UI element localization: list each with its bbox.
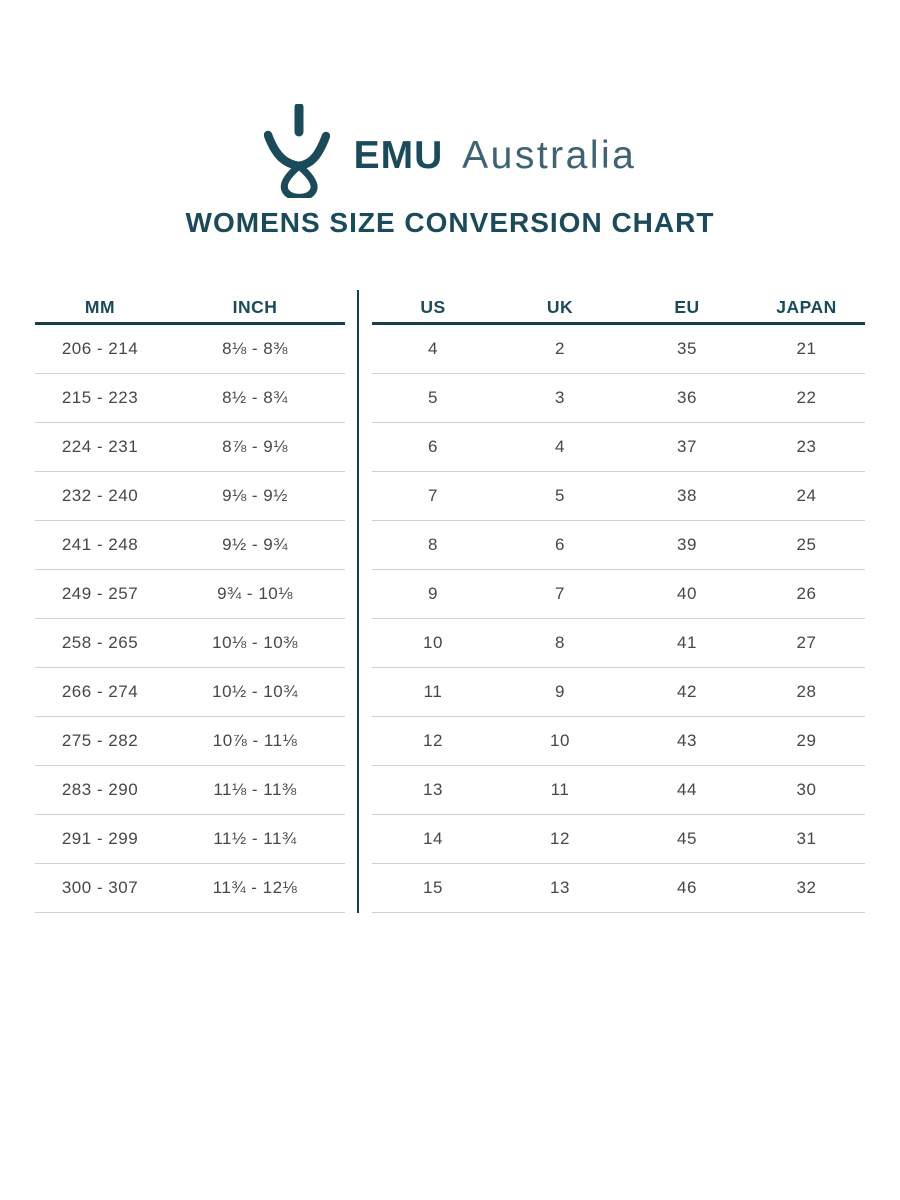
cell-inch: 11⅛ - 11⅜ bbox=[213, 780, 297, 799]
table-row bbox=[372, 325, 865, 374]
cell-japan: 26 bbox=[796, 584, 817, 603]
cell-mm: 249 - 257 bbox=[61, 584, 139, 603]
cell-us: 7 bbox=[428, 486, 438, 505]
header-eu: EU bbox=[674, 296, 700, 317]
emu-track-icon bbox=[264, 104, 330, 198]
table-row bbox=[35, 472, 345, 521]
header-mm: MM bbox=[84, 296, 116, 317]
cell-us: 9 bbox=[428, 584, 438, 603]
cell-us: 11 bbox=[423, 682, 443, 701]
cell-eu: 46 bbox=[677, 878, 697, 897]
brand-name-emu: EMU bbox=[353, 134, 444, 177]
cell-mm: 258 - 265 bbox=[61, 633, 139, 652]
cell-mm: 266 - 274 bbox=[61, 682, 139, 701]
header-uk: UK bbox=[546, 296, 574, 317]
brand-name bbox=[354, 136, 637, 175]
cell-mm: 232 - 240 bbox=[61, 486, 139, 505]
cell-us: 15 bbox=[423, 878, 443, 897]
size-columns-group bbox=[372, 292, 865, 913]
table-row bbox=[35, 374, 345, 423]
table-row bbox=[35, 619, 345, 668]
cell-us: 8 bbox=[428, 535, 438, 554]
cell-eu: 42 bbox=[677, 682, 697, 701]
table-row bbox=[35, 570, 345, 619]
cell-inch: 9⅛ - 9½ bbox=[222, 486, 288, 505]
cell-eu: 41 bbox=[677, 633, 697, 652]
cell-uk: 5 bbox=[555, 486, 565, 505]
cell-japan: 24 bbox=[796, 486, 817, 505]
cell-inch: 8½ - 8¾ bbox=[222, 388, 288, 407]
cell-inch: 11½ - 11¾ bbox=[213, 829, 297, 848]
cell-uk: 11 bbox=[550, 780, 570, 799]
header-inch: INCH bbox=[232, 296, 278, 317]
table-row bbox=[372, 521, 865, 570]
cell-eu: 43 bbox=[677, 731, 697, 750]
cell-us: 4 bbox=[428, 339, 438, 358]
table-row bbox=[372, 717, 865, 766]
cell-uk: 9 bbox=[555, 682, 565, 701]
cell-us: 10 bbox=[423, 633, 443, 652]
cell-japan: 23 bbox=[796, 437, 817, 456]
size-conversion-table bbox=[35, 292, 865, 913]
cell-eu: 36 bbox=[677, 388, 697, 407]
cell-inch: 9¾ - 10⅛ bbox=[217, 584, 293, 603]
brand-logo bbox=[0, 0, 900, 177]
table-body-left bbox=[35, 325, 345, 913]
table-body-right bbox=[372, 325, 865, 913]
table-header-left bbox=[35, 292, 345, 325]
page-title: WOMENS SIZE CONVERSION CHART bbox=[185, 207, 715, 238]
cell-inch: 10½ - 10¾ bbox=[212, 682, 298, 701]
cell-uk: 4 bbox=[555, 437, 565, 456]
table-row bbox=[372, 570, 865, 619]
cell-us: 14 bbox=[423, 829, 443, 848]
cell-uk: 8 bbox=[555, 633, 565, 652]
table-row bbox=[35, 717, 345, 766]
cell-us: 5 bbox=[428, 388, 438, 407]
cell-eu: 45 bbox=[677, 829, 697, 848]
cell-uk: 13 bbox=[550, 878, 570, 897]
cell-japan: 27 bbox=[796, 633, 817, 652]
table-row bbox=[35, 815, 345, 864]
cell-inch: 9½ - 9¾ bbox=[222, 535, 288, 554]
cell-inch: 10⅛ - 10⅜ bbox=[212, 633, 298, 652]
table-header-right bbox=[372, 292, 865, 325]
cell-inch: 8⅞ - 9⅛ bbox=[222, 437, 288, 456]
cell-mm: 215 - 223 bbox=[61, 388, 139, 407]
measurement-columns-group bbox=[35, 292, 345, 913]
cell-uk: 7 bbox=[555, 584, 565, 603]
cell-uk: 3 bbox=[555, 388, 565, 407]
table-row bbox=[372, 374, 865, 423]
table-row bbox=[35, 521, 345, 570]
cell-uk: 10 bbox=[550, 731, 570, 750]
cell-mm: 291 - 299 bbox=[61, 829, 139, 848]
cell-eu: 44 bbox=[677, 780, 697, 799]
table-row bbox=[35, 864, 345, 913]
cell-eu: 39 bbox=[677, 535, 697, 554]
cell-mm: 275 - 282 bbox=[61, 731, 139, 750]
cell-japan: 30 bbox=[796, 780, 817, 799]
cell-inch: 8⅛ - 8⅜ bbox=[222, 339, 288, 358]
table-row bbox=[372, 423, 865, 472]
cell-mm: 224 - 231 bbox=[61, 437, 139, 456]
cell-mm: 206 - 214 bbox=[61, 339, 139, 358]
cell-japan: 22 bbox=[796, 388, 817, 407]
cell-mm: 283 - 290 bbox=[61, 780, 139, 799]
cell-eu: 40 bbox=[677, 584, 697, 603]
cell-us: 12 bbox=[423, 731, 443, 750]
cell-eu: 37 bbox=[677, 437, 697, 456]
table-row bbox=[372, 766, 865, 815]
cell-japan: 31 bbox=[796, 829, 817, 848]
table-row bbox=[35, 668, 345, 717]
table-row bbox=[35, 325, 345, 374]
cell-japan: 25 bbox=[796, 535, 817, 554]
cell-us: 13 bbox=[423, 780, 443, 799]
table-row bbox=[372, 619, 865, 668]
cell-japan: 28 bbox=[796, 682, 817, 701]
cell-uk: 2 bbox=[555, 339, 565, 358]
table-vertical-divider bbox=[357, 290, 359, 913]
cell-inch: 11¾ - 12⅛ bbox=[212, 878, 298, 897]
brand-name-australia: Australia bbox=[462, 134, 637, 177]
cell-japan: 21 bbox=[796, 339, 817, 358]
table-row bbox=[372, 864, 865, 913]
cell-uk: 12 bbox=[550, 829, 570, 848]
cell-mm: 300 - 307 bbox=[61, 878, 139, 897]
cell-uk: 6 bbox=[555, 535, 565, 554]
cell-us: 6 bbox=[428, 437, 438, 456]
cell-eu: 38 bbox=[677, 486, 697, 505]
table-row bbox=[372, 472, 865, 521]
cell-japan: 32 bbox=[796, 878, 817, 897]
cell-japan: 29 bbox=[796, 731, 817, 750]
header-japan: JAPAN bbox=[776, 296, 837, 317]
table-row bbox=[372, 668, 865, 717]
cell-mm: 241 - 248 bbox=[61, 535, 139, 554]
cell-eu: 35 bbox=[677, 339, 697, 358]
table-row bbox=[35, 766, 345, 815]
table-row bbox=[35, 423, 345, 472]
header-us: US bbox=[420, 296, 446, 317]
table-row bbox=[372, 815, 865, 864]
cell-inch: 10⅞ - 11⅛ bbox=[212, 731, 298, 750]
